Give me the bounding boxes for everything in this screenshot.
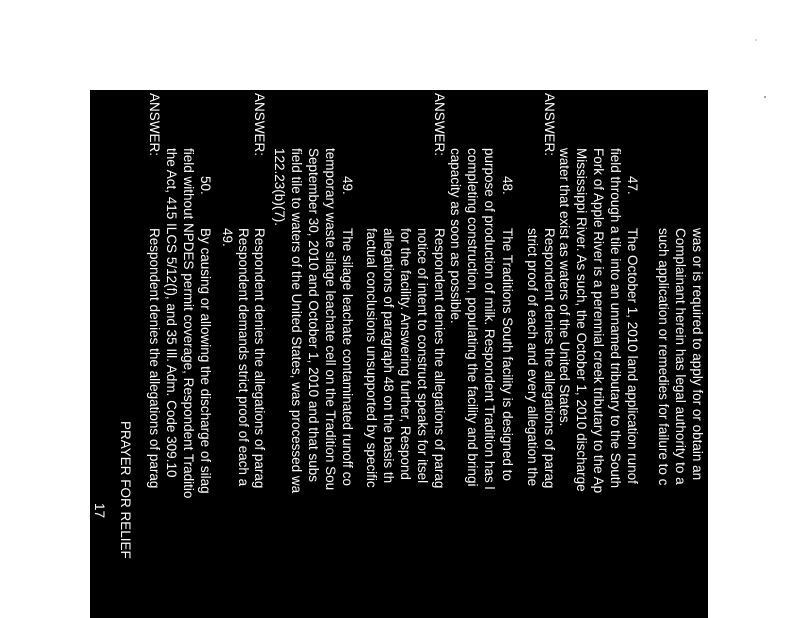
paragraph-47-line-4: Mississippi River. As such, the October 1, 2010 discharge [574,148,589,492]
paragraph-47-number: 47. [625,176,640,195]
answer-49-line-1: Respondent denies the allegations of parag [252,228,267,489]
paragraph-48-line-2: purpose of production of milk. Respondent Tradition has l [482,148,497,490]
paragraph-50-line-2: field without NPDES permit coverage, Respondent Traditio [181,148,196,499]
paragraph-47-line-1: The October 1, 2010 land application runof [625,228,640,484]
intro-line-1: was or is required to apply for or obtain an [690,228,705,481]
answer-49-line-2: Respondent demands strict proof of each a [236,228,251,487]
paragraph-49-line-1: The silage leachate contaminated runoff co [340,228,355,486]
paragraph-50-number: 50. [198,176,213,195]
answer-48-label: ANSWER: [432,93,447,157]
paragraph-49-line-5: 122.23(b)(7). [272,148,287,227]
paragraph-47-line-2: field through a tile into an unnamed tributary to the South [608,148,623,488]
paragraph-48-line-3: completing construction, populating the facility and bringi [465,148,480,487]
paragraph-47-line-3: Fork of Apple River is a perennial creek tributary to the Ap [591,148,606,494]
scan-speck [764,96,766,98]
rotated-page-content [90,90,708,618]
paragraph-49-line-3: September 30, 2010 and October 1, 2010 and that subs [306,148,321,482]
answer-48-line-2: notice of intent to construct speaks for itsel [415,228,430,484]
paragraph-48-line-4: capacity as soon as possible. [448,148,463,324]
answer-50-line-1: Respondent denies the allegations of parag [147,228,162,489]
answer-47-line-1: Respondent denies the allegations of parag [542,228,557,489]
paragraph-50-line-1: By causing or allowing the discharge of silag [198,228,213,494]
answer-47-label: ANSWER: [542,93,557,157]
answer-48-line-3: for the facility. Answering further, Respond [398,228,413,480]
intro-line-3: such application or remedies for failure to c [656,228,671,486]
scan-speck [755,39,757,41]
paragraph-49-number: 49. [340,176,355,195]
paragraph-49-line-2: temporary waste silage leachate cell on the Tradition Sou [323,148,338,491]
answer-48-line-4: allegations of paragraph 48 on the basis th [381,228,396,484]
paragraph-48-number: 48. [500,176,515,195]
prayer-for-relief-heading: PRAYER FOR RELIEF [118,421,133,559]
answer-48-line-5: factual conclusions unsupported by specific [364,228,379,488]
paragraph-48-line-1: The Traditions South facility is designed to [500,228,515,481]
paragraph-47-line-5: water that exist as waters of the United States. [557,148,572,427]
page-number: 17 [92,503,107,519]
answer-50-label: ANSWER: [147,93,162,157]
paragraph-50-line-3: the Act, 415 ILCS 5/12(f), and 35 Ill. Adm. Code 309.10 [164,148,179,478]
answer-47-line-2: strict proof of each and every allegation the [525,228,540,487]
intro-line-2: Complainant herein has legal authority to a [673,228,688,485]
answer-48-line-1: Respondent denies the allegations of parag [432,228,447,489]
scanned-page [90,90,708,618]
answer-49-label: ANSWER: [252,93,267,157]
paragraph-49-line-4: field tile to waters of the United States, was processed wa [289,148,304,494]
answer-49-line-3: 49. [220,228,235,247]
